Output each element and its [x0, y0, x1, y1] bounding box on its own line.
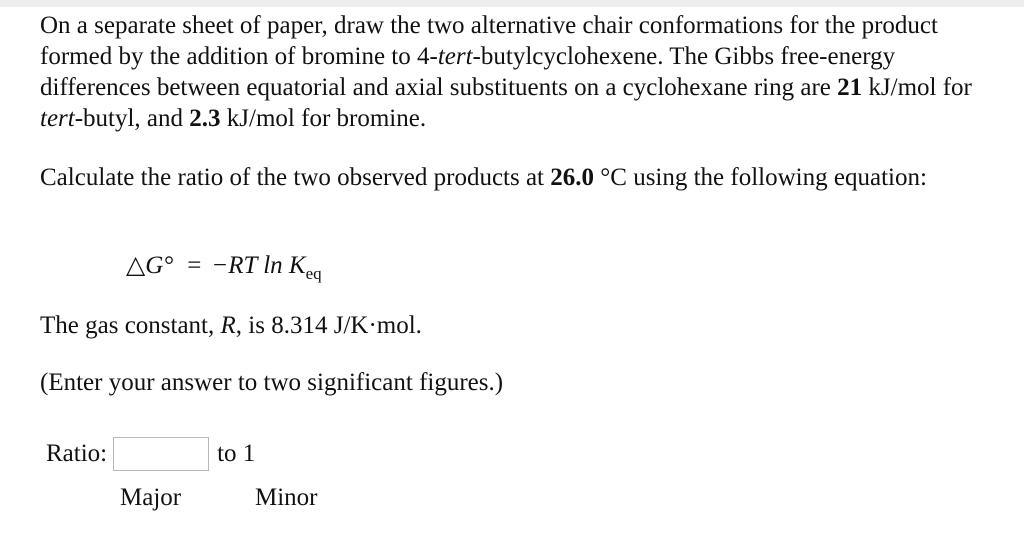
ratio-label: Ratio: [46, 440, 108, 467]
equation-subscript: eq [305, 264, 322, 283]
top-bar [0, 0, 1024, 7]
major-label: Major [120, 484, 182, 511]
question-paragraph-2 [40, 162, 1000, 193]
answer-row [46, 436, 255, 472]
p3-text-a: The gas constant, [40, 312, 221, 339]
p1-italic-tert: tert [437, 43, 473, 70]
equation-lhs: △G° [126, 252, 174, 279]
p2-text-a: Calculate the ratio of the two observed products at [40, 164, 551, 191]
p2-text-b: °C using the following equation: [594, 164, 927, 191]
gibbs-equation [126, 250, 322, 283]
equation-rhs: −RT ln K [211, 252, 306, 279]
p1-italic-tert-2: tert [40, 105, 75, 132]
p1-text-b: -butylcyclohexene. The Gibbs free-energy differences between equatorial and axial substituents on a cyclohexane ring are [40, 43, 896, 101]
p1-text-c: kJ/mol for [862, 74, 972, 101]
tbutyl-energy-value: 21 [837, 74, 863, 101]
p1-text-d: -butyl, and [74, 105, 190, 132]
ratio-input[interactable] [113, 437, 209, 471]
question-paragraph-4: (Enter your answer to two significant figures.) [40, 369, 504, 396]
bromine-energy-value: 2.3 [189, 105, 221, 132]
question-paragraph-1 [40, 10, 1000, 134]
p1-text-e: kJ/mol for bromine. [220, 105, 427, 132]
question-paragraph-3 [40, 310, 1000, 341]
gas-constant-symbol: R [220, 312, 236, 339]
equation-equals: = [187, 252, 202, 279]
ratio-suffix: to 1 [217, 440, 256, 467]
minor-label: Minor [255, 484, 318, 511]
p1-text-a: On a separate sheet of paper, draw the two alternative chair conformations for the product formed by the addition of bromine to 4- [40, 12, 938, 70]
p3-text-b: , is 8.314 J/K·mol. [235, 312, 422, 339]
temperature-value: 26.0 [550, 164, 595, 191]
